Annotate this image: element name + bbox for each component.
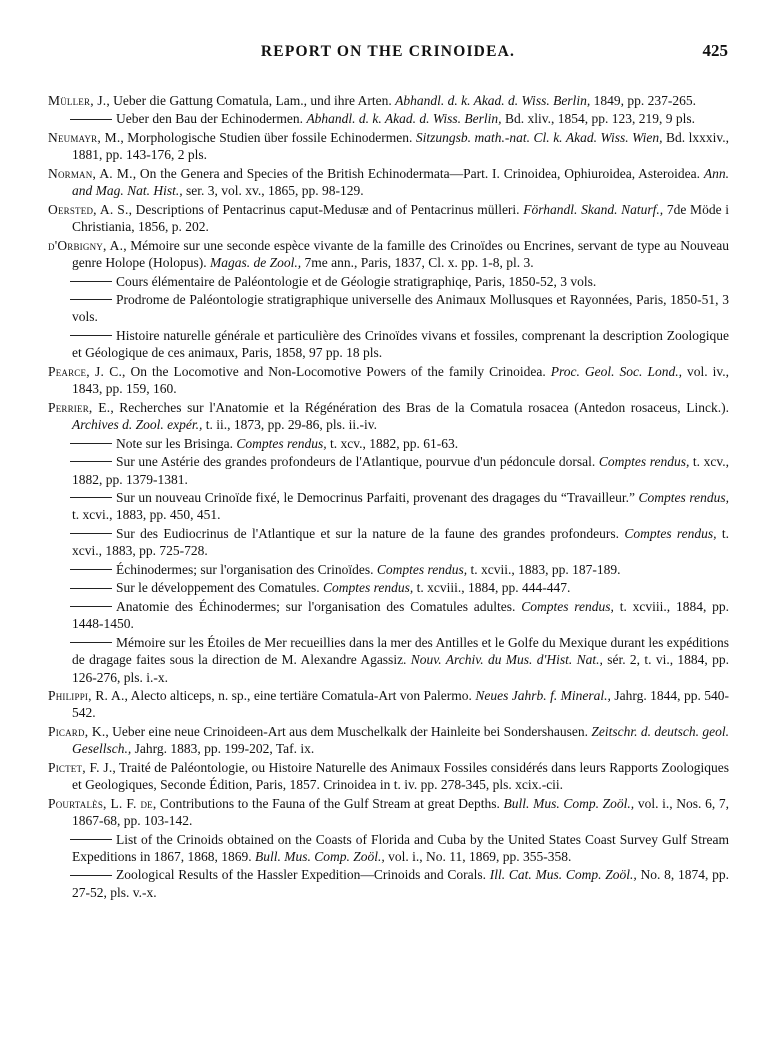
reference-details: t. xcvi., 1883, pp. 450, 451. [72,507,221,523]
reference-journal: Archives d. Zool. expér., [72,417,203,433]
ditto-rule [70,606,112,607]
reference-journal: Comptes rendus, [521,598,614,614]
reference-journal: Magas. de Zool., [209,255,302,271]
ditto-rule [70,299,112,300]
reference-title: , On the Locomotive and Non-Locomotive Powers of the family Crinoidea. [122,363,546,379]
page-header [48,43,728,67]
reference-details: t. ii., 1873, pp. 29-86, pls. ii.-iv. [205,417,377,433]
reference-entry [48,399,729,434]
reference-journal: Comptes rendus, [638,489,730,505]
reference-details: 7me ann., Paris, 1837, Cl. x. pp. 1-8, pl. 3. [304,255,534,271]
reference-journal: Förhandl. Skand. Naturf., [523,201,664,217]
reference-entry [48,453,729,488]
reference-title: , Ueber die Gattung Comatula, Lam., und ihre Arten. [106,93,392,108]
reference-entry [48,363,729,398]
reference-title: , Traité de Paléontologie, ou Histoire Naturelle des Animaux Fossiles considérés dans leurs Rapports Zoologiques et Geologiques, Seconde Édition, Paris, 1857. Crinoidea in t. iv. pp. 278-345, pls. xcix.-cii. [72,759,729,793]
reference-details: sér. 2, t. vi., 1884, pp. 126-276, pls. i.-x. [72,652,730,685]
reference-author: Pearce, J. C. [48,363,123,379]
reference-details: Bd. xliv., 1854, pp. 123, 219, 9 pls. [504,111,695,127]
reference-entry [48,129,729,164]
reference-journal: Bull. Mus. Comp. Zoöl., [255,849,385,865]
reference-journal: Nouv. Archiv. du Mus. d'Hist. Nat., [410,652,603,668]
reference-title: List of the Crinoids obtained on the Coasts of Florida and Cuba by the United States Coast Survey Gulf Stream Expeditions in 1867, 1868, 1869. [72,831,729,865]
reference-author: Perrier, E. [48,399,111,415]
reference-entry [48,561,729,578]
reference-journal: Zeitschr. d. deutsch. geol. Gesellsch., [72,723,730,757]
reference-title: , Morphologische Studien über fossile Echinodermen. [120,129,413,145]
reference-entry [48,723,729,758]
reference-entry [48,435,729,452]
reference-details: No. 8, 1874, pp. 27-52, pls. v.-x. [72,867,730,900]
reference-author: Pictet, F. J. [48,759,113,775]
ditto-rule [70,569,112,570]
reference-journal: Proc. Geol. Soc. Lond., [550,363,682,379]
reference-journal: Sitzungsb. math.-nat. Cl. k. Akad. Wiss. Wien, [415,129,663,145]
reference-title: Cours élémentaire de Paléontologie et de Géologie stratigraphiqe, Paris, 1850-52, 3 vols. [116,273,597,289]
reference-title: Histoire naturelle générale et particulière des Crinoïdes vivans et fossiles, comprenant la description Zoologique et Géologique de ces animaux, Paris, 1858, 97 pp. 18 pls. [72,327,729,361]
reference-entry [48,273,729,290]
reference-details: Jahrg. 1883, pp. 199-202, Taf. ix. [134,741,315,757]
reference-title: Zoological Results of the Hassler Expedition—Crinoids and Corals. [116,867,487,883]
reference-entry [48,489,729,524]
reference-title: Sur un nouveau Crinoïde fixé, le Democrinus Parfaiti, provenant des dragages du “Travailleur.” [116,489,635,505]
reference-details: vol. i., Nos. 6, 7, 1867-68, pp. 103-142. [72,795,730,829]
reference-details: 1849, pp. 237-265. [593,93,696,108]
reference-title: Prodrome de Paléontologie stratigraphique universelle des Animaux Mollusques et Rayonnées, Paris, 1850-51, 3 vols. [72,291,729,325]
reference-author: Philippi, R. A. [48,687,125,703]
reference-title: Sur une Astérie des grandes profondeurs de l'Atlantique, pourvue d'un pédoncule dorsal. [116,454,596,470]
reference-entry [48,831,729,866]
ditto-rule [70,875,112,876]
reference-list [48,92,729,902]
reference-entry [48,795,729,830]
reference-entry [48,165,729,200]
reference-details: vol. iv., 1843, pp. 159, 160. [72,363,730,397]
reference-details: 7de Möde i Christiania, 1856, p. 202. [72,201,730,235]
reference-author: Oersted, A. S. [48,201,129,217]
reference-details: t. xcviii., 1884, pp. 1448-1450. [72,598,730,632]
reference-title: , Mémoire sur une seconde espèce vivante de la famille des Crinoïdes ou Encrines, servant de type au Nouveau genre Holope (Holopus). [72,237,729,271]
reference-journal: Comptes rendus, [322,580,414,596]
reference-title: , Descriptions of Pentacrinus caput-Medusæ and of Pentacrinus mülleri. [128,201,520,217]
reference-entry [48,759,729,794]
reference-title: Anatomie des Échinodermes; sur l'organisation des Comatules adultes. [116,598,516,614]
reference-journal: Comptes rendus, [598,454,690,470]
reference-title: Sur des Eudiocrinus de l'Atlantique et sur la nature de la faune des grandes profondeurs. [116,525,620,541]
reference-journal: Ill. Cat. Mus. Comp. Zoöl., [489,867,637,883]
reference-journal: Comptes rendus, [236,435,327,451]
reference-title: , Ueber eine neue Crinoideen-Art aus dem Muschelkalk der Hainleite bei Sondershausen. [105,723,588,739]
reference-title: Sur le développement des Comatules. [116,580,320,596]
reference-title: Note sur les Brisinga. [116,435,233,451]
reference-entry [48,291,729,326]
reference-entry [48,201,729,236]
reference-entry [48,92,729,109]
reference-entry [48,327,729,362]
running-title: REPORT ON THE CRINOIDEA. [260,43,516,60]
reference-author: Norman, A. M. [48,165,133,181]
reference-entry [48,866,729,901]
reference-author: Neumayr, M. [48,129,121,145]
ditto-rule [70,839,112,840]
reference-details: ser. 3, vol. xv., 1865, pp. 98-129. [186,183,364,199]
reference-entry [48,634,729,686]
reference-journal: Abhandl. d. k. Akad. d. Wiss. Berlin, [395,93,591,108]
reference-entry [48,579,729,596]
reference-entry [48,525,729,560]
reference-details: t. xcvi., 1883, pp. 725-728. [72,525,729,559]
reference-details: vol. i., No. 11, 1869, pp. 355-358. [388,849,572,865]
ditto-rule [70,533,112,534]
reference-details: t. xcv., 1882, pp. 61-63. [330,435,459,451]
ditto-rule [70,497,112,498]
ditto-rule [70,642,112,643]
reference-author: Pourtalès, L. F. de [48,795,153,811]
reference-journal: Bull. Mus. Comp. Zoöl., [503,795,635,811]
reference-title: Ueber den Bau der Echinodermen. [116,111,304,127]
reference-entry [48,110,729,127]
ditto-rule [70,335,112,336]
ditto-rule [70,443,112,444]
reference-details: Bd. lxxxiv., 1881, pp. 143-176, 2 pls. [72,129,729,163]
reference-journal: Abhandl. d. k. Akad. d. Wiss. Berlin, [306,111,502,127]
reference-journal: Comptes rendus, [376,561,468,577]
reference-author: d'Orbigny, A. [48,237,124,253]
reference-details: t. xcvii., 1883, pp. 187-189. [470,561,621,577]
page-number: 425 [702,41,728,60]
reference-title: , On the Genera and Species of the British Echinodermata—Part. I. Crinoidea, Ophiuroidea, Asteroidea. [132,165,701,181]
reference-journal: Comptes rendus, [624,525,717,541]
reference-title: Échinodermes; sur l'organisation des Crinoïdes. [116,561,374,577]
reference-title: , Contributions to the Fauna of the Gulf Stream at great Depths. [152,795,500,811]
reference-details: Jahrg. 1844, pp. 540-542. [72,687,730,721]
reference-author: Picard, K. [48,723,106,739]
reference-entry [48,237,729,272]
reference-details: t. xcv., 1882, pp. 1379-1381. [72,454,730,487]
reference-title: , Recherches sur l'Anatomie et la Régénération des Bras de la Comatula rosacea (Antedon rosaceus, Linck.). [110,399,729,415]
reference-title: Mémoire sur les Étoiles de Mer recueillies dans la mer des Antilles et le Golfe du Mexique durant les expéditions de dragage faites sous la direction de M. Alexandre Agassiz. [72,634,729,668]
reference-journal: Ann. and Mag. Nat. Hist., [72,165,730,199]
reference-journal: Neues Jahrb. f. Mineral., [475,687,611,703]
reference-author: Müller, J. [48,93,107,108]
reference-title: , Alecto alticeps, n. sp., eine tertiäre Comatula-Art von Palermo. [124,687,472,703]
reference-entry [48,598,729,633]
ditto-rule [70,281,112,282]
reference-entry [48,687,729,722]
ditto-rule [70,588,112,589]
reference-details: t. xcviii., 1884, pp. 444-447. [416,580,571,596]
ditto-rule [70,461,112,462]
ditto-rule [70,119,112,120]
